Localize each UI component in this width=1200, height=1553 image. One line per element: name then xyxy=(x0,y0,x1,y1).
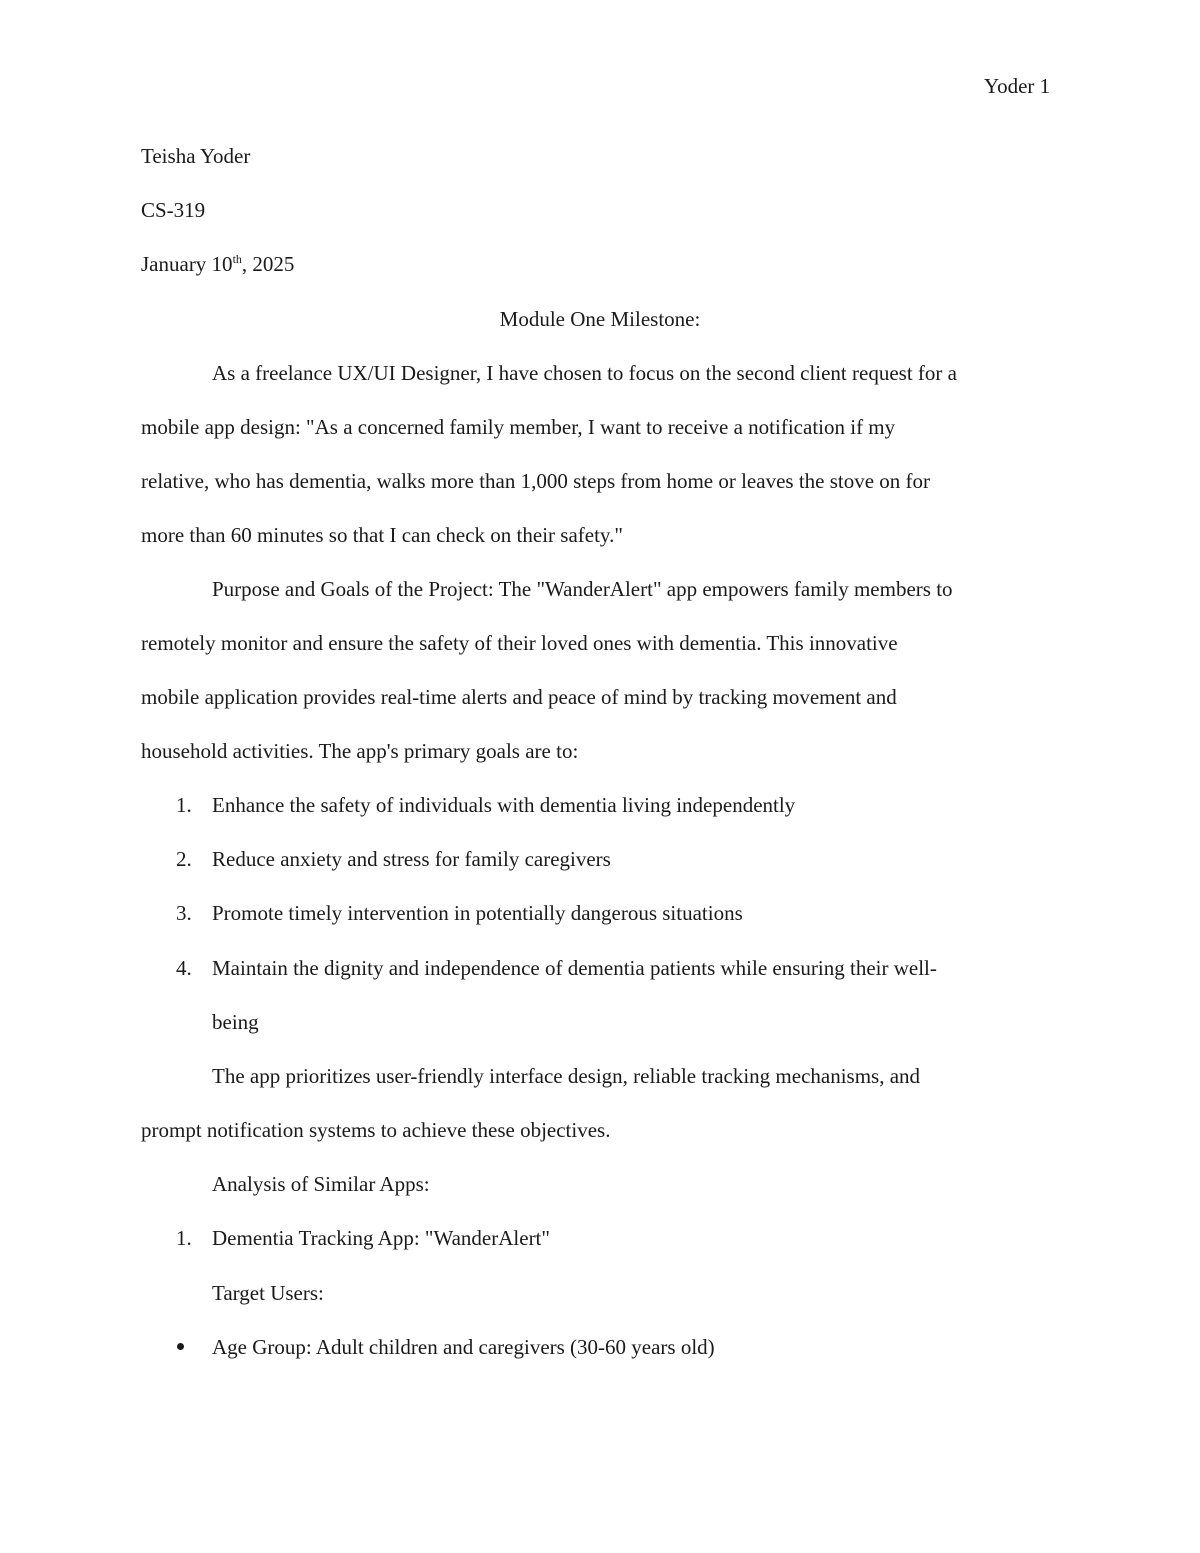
date-line xyxy=(141,250,294,278)
date-year: , 2025 xyxy=(241,252,295,276)
author-name: Teisha Yoder xyxy=(141,144,251,168)
paragraph-3-line-1: The app prioritizes user-friendly interface design, reliable tracking mechanisms, and xyxy=(212,1064,921,1088)
paragraph-1-line-3: relative, who has dementia, walks more than 1,000 steps from home or leaves the stove on for xyxy=(141,469,931,493)
goal-4-text: Maintain the dignity and independence of dementia patients while ensuring their well- xyxy=(212,956,937,980)
goal-4-continuation: being xyxy=(212,1010,259,1034)
bullet-marker xyxy=(177,1343,184,1350)
paragraph-1-line-1: As a freelance UX/UI Designer, I have chosen to focus on the second client request for a xyxy=(212,361,957,385)
paragraph-1-line-2: mobile app design: "As a concerned family member, I want to receive a notification if my xyxy=(141,415,896,439)
target-users-label: Target Users: xyxy=(212,1281,324,1305)
goal-3-number: 3. xyxy=(176,901,192,925)
app-1-text: Dementia Tracking App: "WanderAlert" xyxy=(212,1226,550,1250)
goal-2-number: 2. xyxy=(176,847,192,871)
analysis-heading: Analysis of Similar Apps: xyxy=(212,1172,430,1196)
goal-2-text: Reduce anxiety and stress for family caregivers xyxy=(212,847,611,871)
paragraph-3-line-2: prompt notification systems to achieve these objectives. xyxy=(141,1118,611,1142)
date-month-day: January 10 xyxy=(141,252,233,276)
app-1-number: 1. xyxy=(176,1226,192,1250)
paragraph-2-line-1: Purpose and Goals of the Project: The "WanderAlert" app empowers family members to xyxy=(212,577,953,601)
course-code: CS-319 xyxy=(141,198,206,222)
document-title: Module One Milestone: xyxy=(499,307,701,331)
paragraph-1-line-4: more than 60 minutes so that I can check on their safety." xyxy=(141,523,623,547)
date-ordinal-suffix: th xyxy=(232,252,242,266)
goal-1-text: Enhance the safety of individuals with dementia living independently xyxy=(212,793,796,817)
paragraph-2-line-3: mobile application provides real-time alerts and peace of mind by tracking movement and xyxy=(141,685,897,709)
bullet-1-text: Age Group: Adult children and caregivers (30-60 years old) xyxy=(212,1335,715,1359)
goal-4-number: 4. xyxy=(176,956,192,980)
running-head: Yoder 1 xyxy=(984,74,1051,98)
paragraph-2-line-2: remotely monitor and ensure the safety of their loved ones with dementia. This innovative xyxy=(141,631,898,655)
paragraph-2-line-4: household activities. The app's primary goals are to: xyxy=(141,739,579,763)
goal-1-number: 1. xyxy=(176,793,192,817)
goal-3-text: Promote timely intervention in potentially dangerous situations xyxy=(212,901,743,925)
